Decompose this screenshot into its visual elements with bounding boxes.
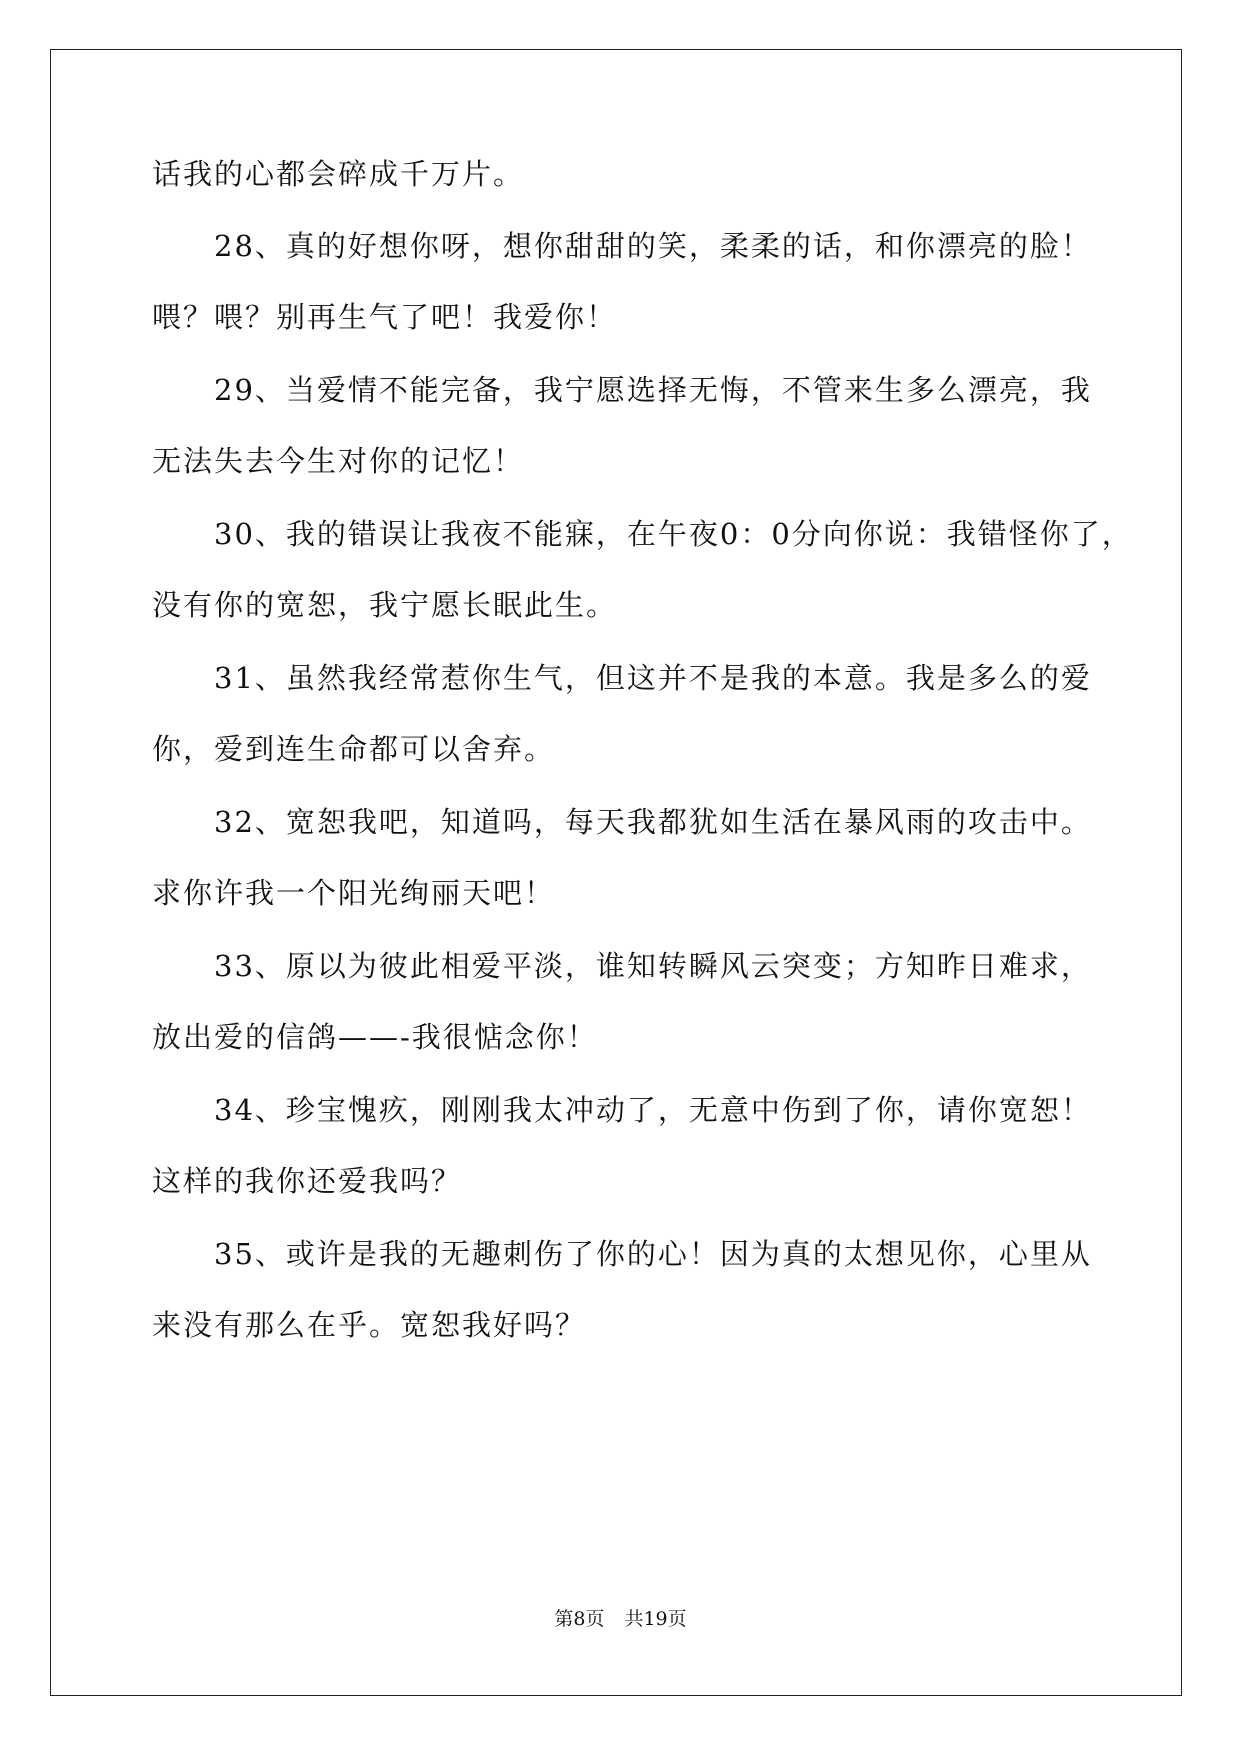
text-line: 34、珍宝愧疚，刚刚我太冲动了，无意中伤到了你，请你宽恕！ — [152, 1093, 1092, 1127]
text-line: 没有你的宽恕，我宁愿长眠此生。 — [152, 588, 618, 622]
text-line: 无法失去今生对你的记忆！ — [152, 444, 525, 478]
text-line: 放出爱的信鸽——-我很惦念你！ — [152, 1020, 598, 1054]
text-line: 话我的心都会碎成千万片。 — [152, 157, 525, 191]
text-line: 这样的我你还爱我吗？ — [152, 1164, 463, 1198]
text-line: 33、原以为彼此相爱平淡，谁知转瞬风云突变；方知昨日难求， — [152, 949, 1092, 983]
text-line: 28、真的好想你呀，想你甜甜的笑，柔柔的话，和你漂亮的脸！ — [152, 229, 1092, 263]
total-pages: 共19页 — [624, 1608, 687, 1630]
text-line: 32、宽恕我吧，知道吗，每天我都犹如生活在暴风雨的攻击中。 — [152, 805, 1092, 839]
current-page-number: 第8页 — [554, 1608, 605, 1630]
text-line: 求你许我一个阳光绚丽天吧！ — [152, 876, 556, 910]
text-line: 30、我的错误让我夜不能寐，在午夜0：0分向你说：我错怪你了， — [152, 517, 1133, 551]
page-footer — [0, 1604, 1241, 1631]
text-line: 来没有那么在乎。宽恕我好吗？ — [152, 1308, 587, 1342]
text-line: 你，爱到连生命都可以舍弃。 — [152, 732, 556, 766]
text-line: 29、当爱情不能完备，我宁愿选择无悔，不管来生多么漂亮，我 — [152, 373, 1092, 407]
text-line: 喂？喂？别再生气了吧！我爱你！ — [152, 300, 618, 334]
text-line: 31、虽然我经常惹你生气，但这并不是我的本意。我是多么的爱 — [152, 661, 1092, 695]
text-line: 35、或许是我的无趣刺伤了你的心！因为真的太想见你，心里从 — [152, 1237, 1092, 1271]
